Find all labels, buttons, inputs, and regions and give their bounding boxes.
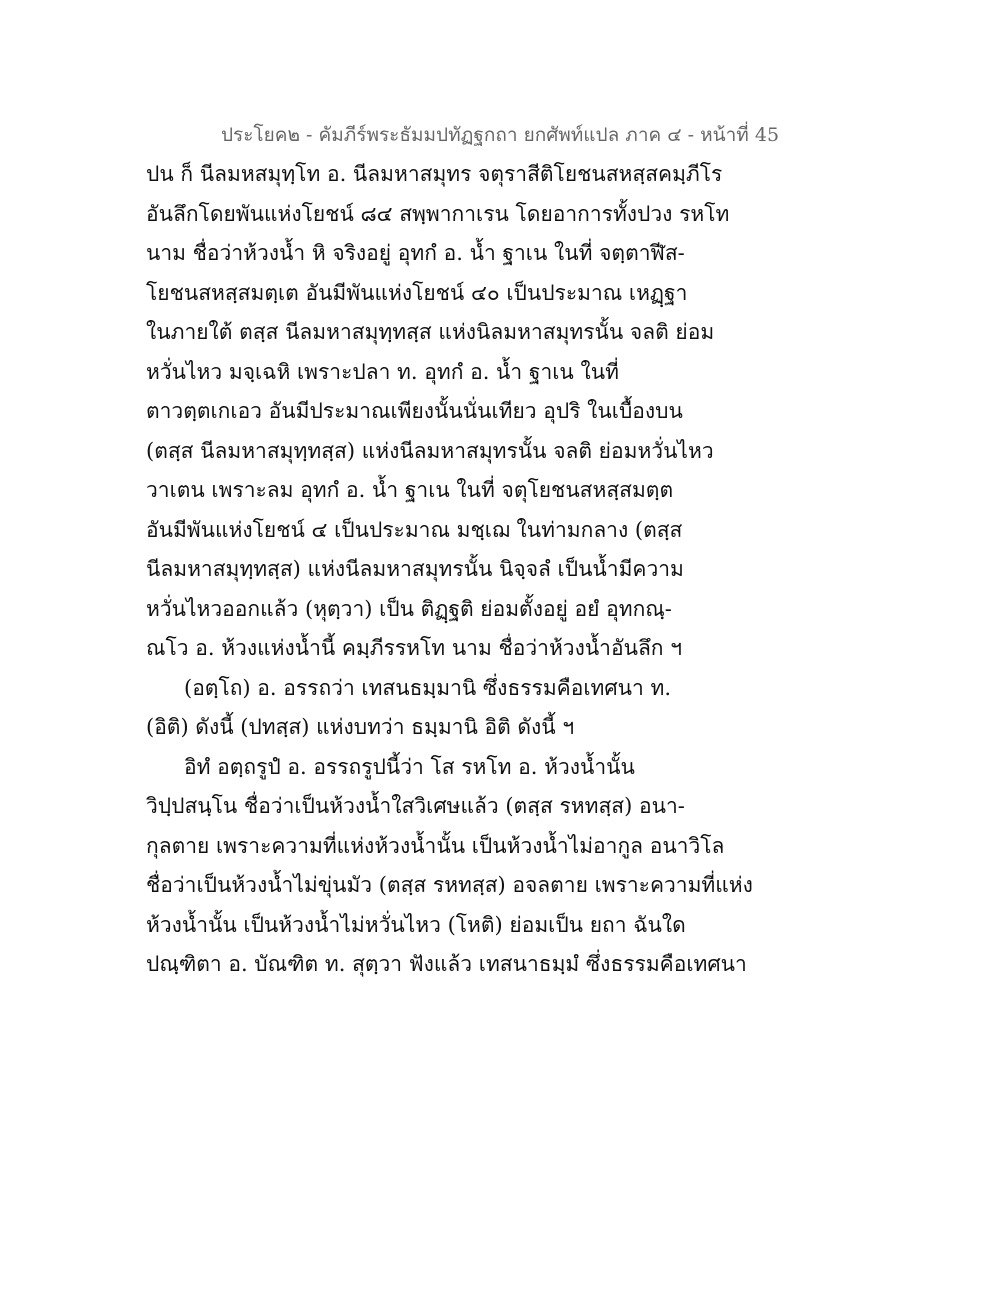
text-line: ปณฺฑิตา อ. บัณฑิต ท. สุตฺวา ฟังแล้ว เทสนาธมฺมํ ซึ่งธรรมคือเทศนา: [146, 952, 747, 976]
text-line: ตาวตฺตเกเอว อันมีประมาณเพียงนั้นนั่นเทียว อุปริ ในเบื้องบน: [146, 399, 683, 423]
text-line: หวั่นไหว มจฺเฉหิ เพราะปลา ท. อุทกํ อ. น้ำ ฐาเน ในที่: [146, 359, 619, 384]
text-line: ปน ก็ นีลมหสมุทฺโท อ. นีลมหาสมุทร จตุราสีติโยชนสหสฺสคมฺภีโร: [146, 162, 723, 186]
text-line: ในภายใต้ ตสฺส นีลมหาสมุทฺทสฺส แห่งนิลมหาสมุทรนั้น จลติ ย่อม: [146, 320, 715, 344]
text-line: (อิติ) ดังนี้ (ปทสฺส) แห่งบทว่า ธมฺมานิ อิติ ดังนี้ ฯ: [146, 715, 575, 739]
text-line: ห้วงน้ำนั้น เป็นห้วงน้ำไม่หวั่นไหว (โหติ) ย่อมเป็น ยถา ฉันใด: [146, 912, 686, 937]
text-line: นาม ชื่อว่าห้วงน้ำ หิ จริงอยู่ อุทกํ อ. น้ำ ฐาเน ในที่ จตฺตาฬีส-: [146, 241, 685, 265]
text-line: นีลมหาสมุทฺทสฺส) แห่งนีลมหาสมุทรนั้น นิจฺจลํ เป็นน้ำมีความ: [146, 557, 684, 581]
text-line: ณโว อ. ห้วงแห่งน้ำนี้ คมฺภีรรหโท นาม ชื่อว่าห้วงน้ำอันลึก ฯ: [146, 636, 682, 660]
text-line: หวั่นไหวออกแล้ว (หุตฺวา) เป็น ติฏฺฐติ ย่อมตั้งอยู่ อยํ อุทกณฺ-: [146, 596, 672, 621]
page-body: [146, 155, 866, 985]
text-line: อันลึกโดยพันแห่งโยชน์ ๘๔ สพฺพากาเรน โดยอาการทั้งปวง รหโท: [146, 201, 730, 226]
text-line: (ตสฺส นีลมหาสมุทฺทสฺส) แห่งนีลมหาสมุทรนั้น จลติ ย่อมหวั่นไหว: [146, 438, 714, 463]
paragraph-start-line: (อตฺโถ) อ. อรรถว่า เทสนธมฺมานิ ซึ่งธรรมคือเทศนา ท.: [184, 675, 672, 700]
text-line: อันมีพันแห่งโยชน์ ๔ เป็นประมาณ มชฺเฌ ในท่ามกลาง (ตสฺส: [146, 517, 683, 542]
text-line: กุลตาย เพราะความที่แห่งห้วงน้ำนั้น เป็นห้วงน้ำไม่อากูล อนาวิโล: [146, 833, 725, 858]
text-line: โยชนสหสฺสมตฺเต อันมีพันแห่งโยชน์ ๔๐ เป็นประมาณ เหฏฺฐา: [146, 280, 688, 305]
paragraph-start-line: อิทํ อตฺถรูปํ อ. อรรถรูปนี้ว่า โส รหโท อ. ห้วงน้ำนั้น: [184, 754, 635, 779]
page-header: ประโยค๒ - คัมภีร์พระธัมมปทัฏฐกถา ยกศัพท์แปล ภาค ๔ - หน้าที่ 45: [220, 124, 780, 146]
text-line: วิปฺปสนฺโน ชื่อว่าเป็นห้วงน้ำใสวิเศษแล้ว (ตสฺส รหทสฺส) อนา-: [146, 794, 685, 818]
text-line: วาเตน เพราะลม อุทกํ อ. น้ำ ฐาเน ในที่ จตุโยชนสหสฺสมตฺต: [146, 478, 674, 502]
text-line: ชื่อว่าเป็นห้วงน้ำไม่ขุ่นมัว (ตสฺส รหทสฺส) อจลตาย เพราะความที่แห่ง: [146, 873, 753, 897]
